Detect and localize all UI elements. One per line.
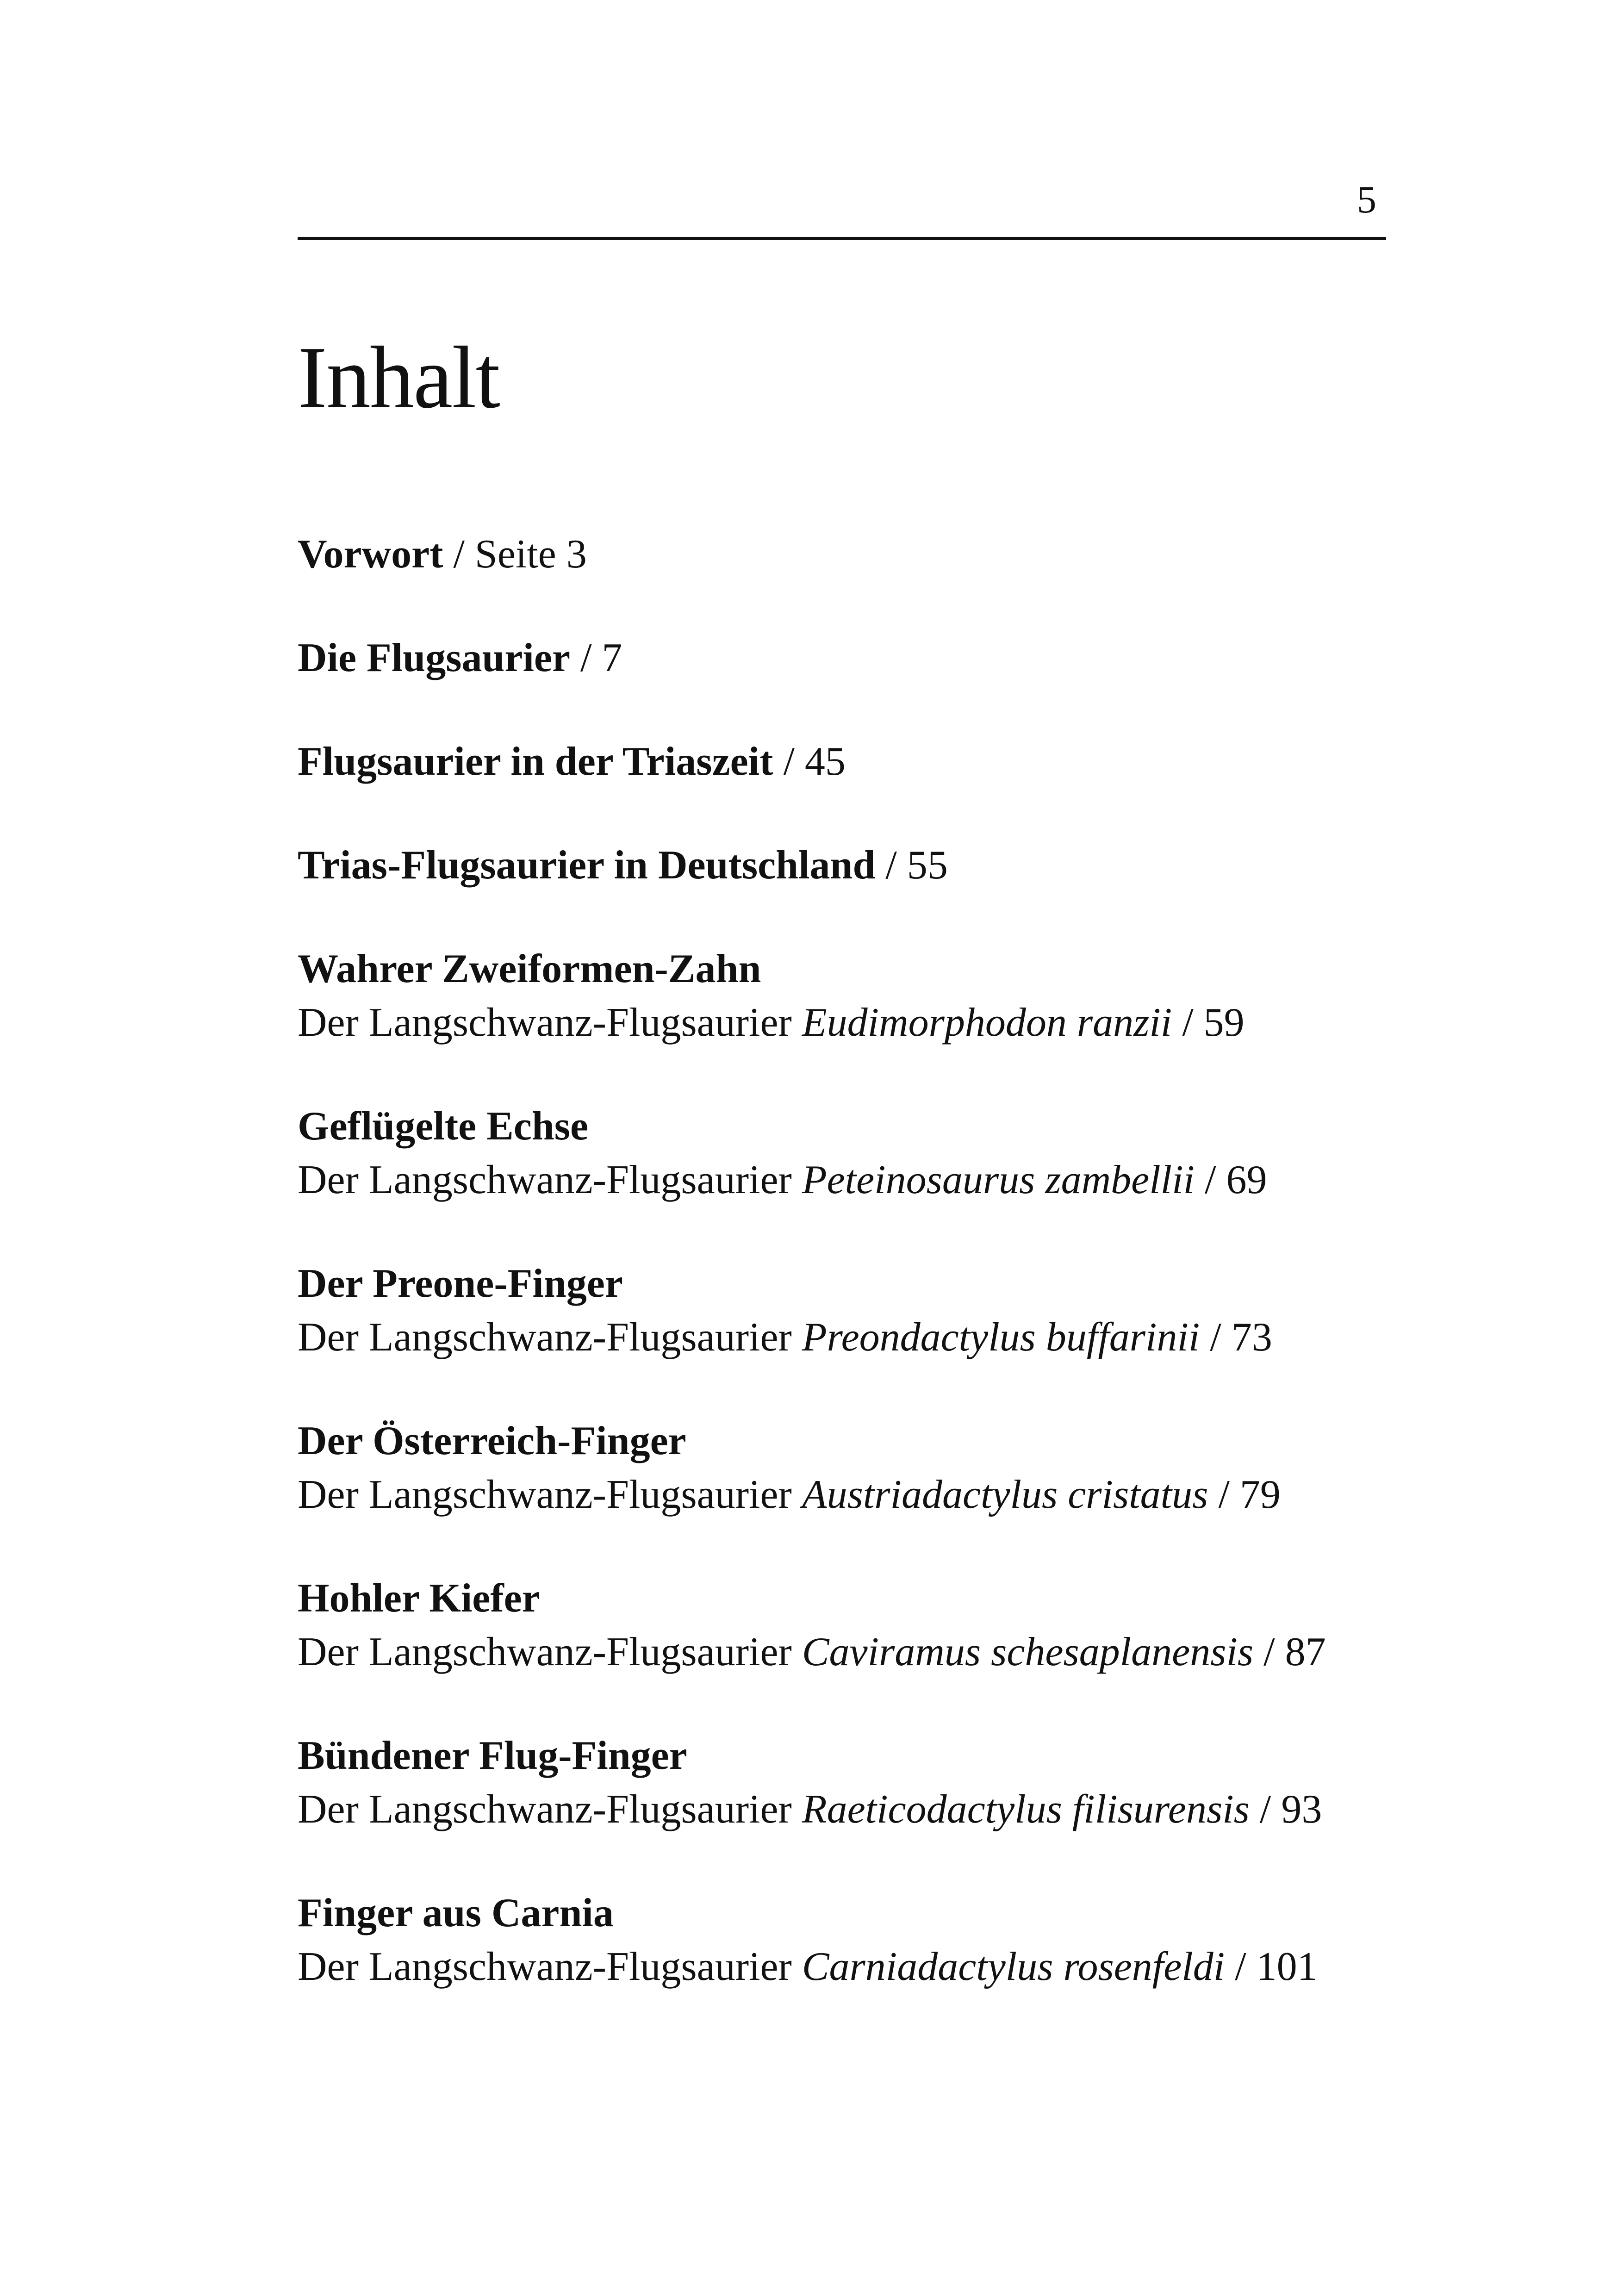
toc-entry-species: Raeticodactylus filisurensis <box>802 1787 1250 1832</box>
toc-entry-prefix: Der Langschwanz-Flugsaurier <box>298 1630 792 1674</box>
toc-entry-title: Hohler Kiefer <box>298 1576 540 1621</box>
toc-entry-species: Preondactylus buffarinii <box>802 1315 1200 1360</box>
toc-entry-page: Seite 3 <box>474 532 587 577</box>
table-of-contents <box>298 528 1408 2044</box>
toc-entry-title: Finger aus Carnia <box>298 1891 614 1935</box>
toc-entry-prefix: Der Langschwanz-Flugsaurier <box>298 1315 792 1360</box>
toc-entry-prefix: Der Langschwanz-Flugsaurier <box>298 1944 792 1989</box>
toc-separator: / <box>1182 1000 1194 1045</box>
page-title: Inhalt <box>298 328 499 427</box>
toc-entry-austriadactylus[interactable] <box>298 1414 1408 1522</box>
toc-entry-title: Der Preone-Finger <box>298 1261 623 1306</box>
toc-entry-prefix: Der Langschwanz-Flugsaurier <box>298 1157 792 1202</box>
page-number: 5 <box>1357 178 1376 221</box>
toc-entry-preondactylus[interactable] <box>298 1257 1408 1364</box>
toc-entry-subtitle <box>298 996 1408 1050</box>
toc-separator: / <box>453 532 465 577</box>
toc-entry-species: Eudimorphodon ranzii <box>802 1000 1172 1045</box>
toc-entry-page: 45 <box>804 739 846 784</box>
toc-entry-title: Der Österreich-Finger <box>298 1419 686 1463</box>
toc-entry-prefix: Der Langschwanz-Flugsaurier <box>298 1000 792 1045</box>
toc-separator: / <box>1210 1315 1221 1360</box>
toc-entry-peteinosaurus[interactable] <box>298 1100 1408 1207</box>
toc-entry-page: 7 <box>602 635 622 680</box>
toc-separator: / <box>1218 1472 1230 1517</box>
toc-entry-die-flugsaurier[interactable] <box>298 631 1408 685</box>
toc-entry-title: Geflügelte Echse <box>298 1104 589 1149</box>
toc-separator: / <box>1259 1787 1271 1832</box>
toc-entry-title: Trias-Flugsaurier in Deutschland <box>298 843 876 888</box>
toc-separator: / <box>1263 1630 1275 1674</box>
toc-entry-title: Vorwort <box>298 532 443 577</box>
header-rule <box>298 237 1386 240</box>
toc-entry-page: 101 <box>1256 1944 1318 1989</box>
toc-entry-species: Caviramus schesaplanensis <box>802 1630 1254 1674</box>
toc-separator: / <box>1235 1944 1246 1989</box>
toc-entry-subtitle <box>298 1940 1408 1994</box>
toc-entry-page: 69 <box>1226 1157 1267 1202</box>
toc-separator: / <box>783 739 795 784</box>
toc-entry-raeticodactylus[interactable] <box>298 1729 1408 1836</box>
toc-entry-page: 59 <box>1203 1000 1245 1045</box>
toc-entry-page: 73 <box>1231 1315 1272 1360</box>
toc-separator: / <box>580 635 592 680</box>
toc-entry-subtitle <box>298 1625 1408 1679</box>
toc-entry-species: Carniadactylus rosenfeldi <box>802 1944 1225 1989</box>
toc-entry-page: 79 <box>1239 1472 1281 1517</box>
toc-entry-line <box>298 839 1408 892</box>
toc-entry-title: Bündener Flug-Finger <box>298 1733 687 1778</box>
toc-entry-title: Flugsaurier in der Triaszeit <box>298 739 773 784</box>
toc-entry-prefix: Der Langschwanz-Flugsaurier <box>298 1787 792 1832</box>
toc-entry-subtitle <box>298 1468 1408 1522</box>
toc-separator: / <box>885 843 897 888</box>
toc-entry-page: 87 <box>1285 1630 1326 1674</box>
toc-separator: / <box>1205 1157 1216 1202</box>
toc-entry-line <box>298 528 1408 581</box>
toc-entry-species: Austriadactylus cristatus <box>802 1472 1208 1517</box>
toc-entry-deutschland[interactable] <box>298 839 1408 892</box>
toc-entry-subtitle <box>298 1153 1408 1207</box>
toc-entry-subtitle <box>298 1311 1408 1364</box>
toc-entry-title: Wahrer Zweiformen-Zahn <box>298 946 761 991</box>
toc-entry-page: 55 <box>907 843 948 888</box>
toc-entry-title: Die Flugsaurier <box>298 635 571 680</box>
toc-entry-subtitle <box>298 1783 1408 1836</box>
toc-entry-vorwort[interactable] <box>298 528 1408 581</box>
toc-entry-eudimorphodon[interactable] <box>298 942 1408 1050</box>
toc-entry-line <box>298 735 1408 789</box>
toc-entry-line <box>298 631 1408 685</box>
toc-entry-page: 93 <box>1281 1787 1322 1832</box>
toc-entry-carniadactylus[interactable] <box>298 1886 1408 1994</box>
toc-entry-prefix: Der Langschwanz-Flugsaurier <box>298 1472 792 1517</box>
toc-entry-species: Peteinosaurus zambellii <box>802 1157 1195 1202</box>
toc-entry-caviramus[interactable] <box>298 1572 1408 1679</box>
toc-entry-triaszeit[interactable] <box>298 735 1408 789</box>
